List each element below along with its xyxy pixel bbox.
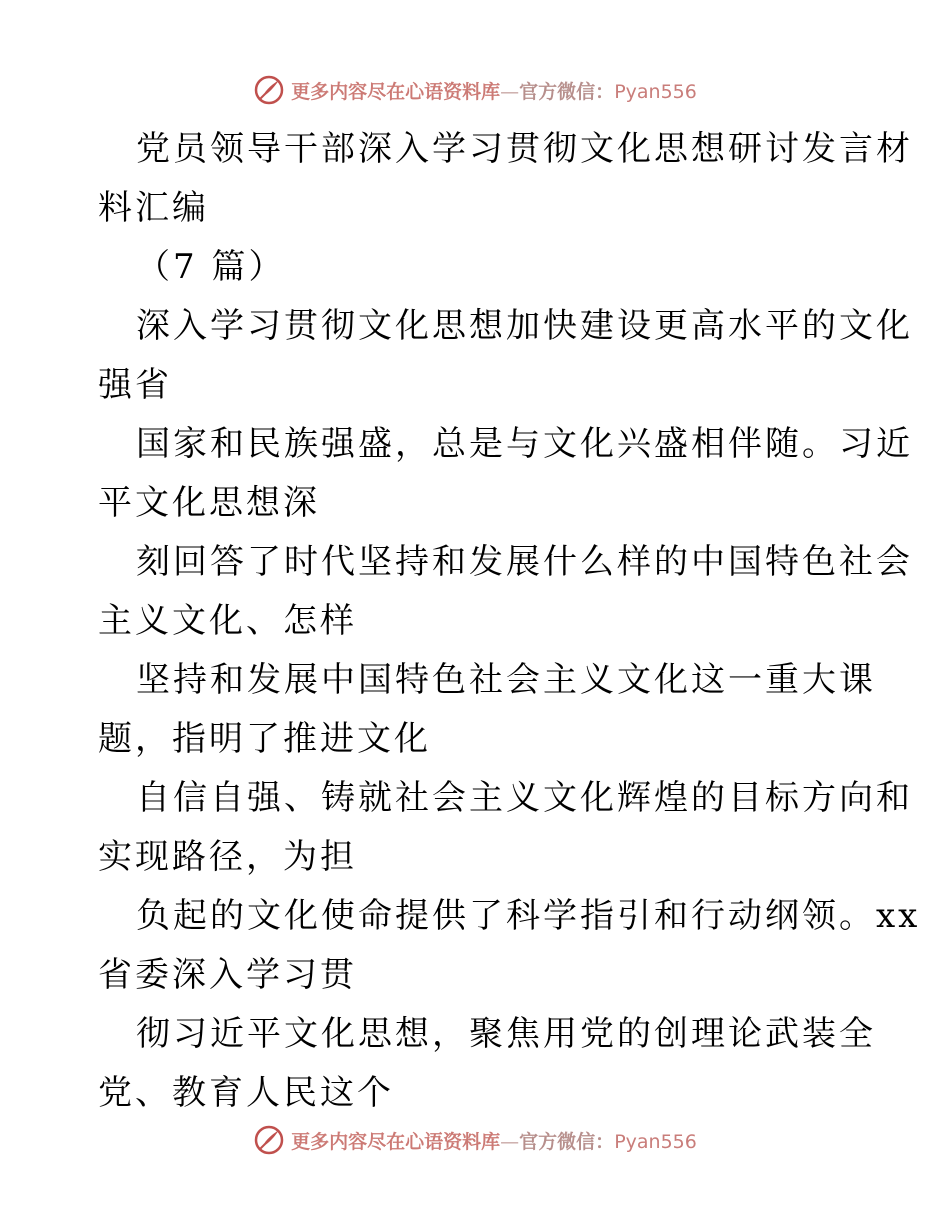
watermark-brand: 更多内容尽在心语资料库 <box>291 1130 501 1153</box>
watermark-text <box>291 1127 697 1154</box>
paragraph-line: 国家和民族强盛，总是与文化兴盛相伴随。习近 <box>136 424 913 464</box>
paragraph-line: 主义文化、怎样 <box>98 601 357 641</box>
watermark-wechat-id: Pyan556 <box>614 80 697 103</box>
watermark-official-label: 官方微信： <box>519 1130 615 1153</box>
section-heading-line-2: 强省 <box>98 365 172 405</box>
paragraph-line: 题，指明了推进文化 <box>98 719 431 759</box>
watermark-dash: — <box>500 80 520 103</box>
paragraph-line: 实现路径，为担 <box>98 837 357 877</box>
paragraph-line: 坚持和发展中国特色社会主义文化这一重大课 <box>136 660 876 700</box>
paragraph-line: 彻习近平文化思想，聚焦用党的创理论武装全 <box>136 1014 876 1054</box>
paragraph-line: 负起的文化使命提供了科学指引和行动纲领。xx <box>136 896 921 936</box>
watermark-official-label: 官方微信： <box>519 80 615 103</box>
paragraph-line: 自信自强、铸就社会主义文化辉煌的目标方向和 <box>136 778 913 818</box>
paragraph-line: 平文化思想深 <box>98 483 320 523</box>
paragraph-line: 刻回答了时代坚持和发展什么样的中国特色社会 <box>136 542 913 582</box>
header-watermark <box>0 70 950 110</box>
watermark-brand: 更多内容尽在心语资料库 <box>291 80 501 103</box>
feather-seal-icon <box>253 1124 285 1156</box>
document-body <box>98 120 921 1123</box>
footer-watermark <box>0 1120 950 1160</box>
watermark-text <box>291 77 697 104</box>
document-title-line-1: 党员领导干部深入学习贯彻文化思想研讨发言材 <box>136 129 913 169</box>
document-count: （7 篇） <box>136 247 286 287</box>
paragraph-line: 党、教育人民这个 <box>98 1073 394 1113</box>
watermark-wechat-id: Pyan556 <box>614 1130 697 1153</box>
feather-seal-icon <box>253 74 285 106</box>
document-title-line-2: 料汇编 <box>98 188 209 228</box>
watermark-dash: — <box>500 1130 520 1153</box>
section-heading-line-1: 深入学习贯彻文化思想加快建设更高水平的文化 <box>136 306 913 346</box>
paragraph-line: 省委深入学习贯 <box>98 955 357 995</box>
